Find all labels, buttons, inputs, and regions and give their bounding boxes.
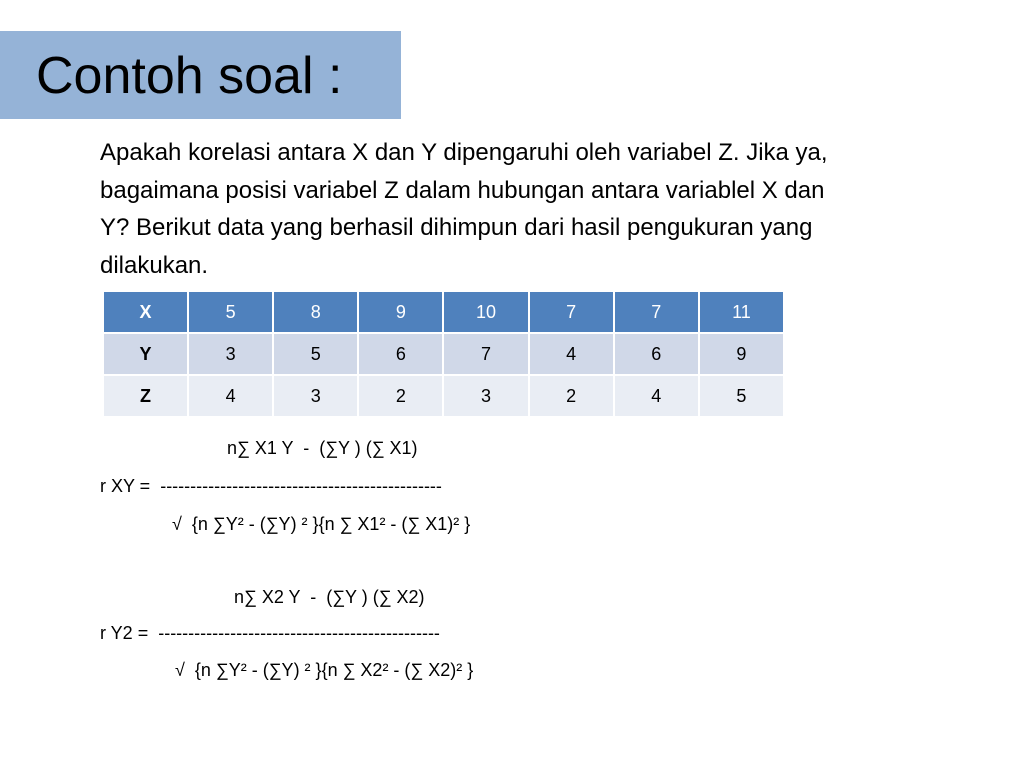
table-cell: 5: [699, 375, 784, 417]
table-cell: 5: [273, 333, 358, 375]
table-cell: 7: [443, 333, 528, 375]
paragraph-line: bagaimana posisi variabel Z dalam hubungan antara variablel X dan: [100, 176, 825, 204]
table-row-z: [103, 375, 784, 417]
table-cell: 7: [614, 291, 699, 333]
table-cell: 6: [358, 333, 443, 375]
row-label: Z: [103, 375, 188, 417]
table-row-y: [103, 333, 784, 375]
data-table: [102, 290, 785, 418]
table-cell: 7: [529, 291, 614, 333]
formula-xy-numerator: n∑ X1 Y - (∑Y ) (∑ X1): [227, 438, 418, 458]
formula-xy-label: r XY = -----------------------------------------------: [100, 476, 442, 496]
paragraph-line: dilakukan.: [100, 251, 209, 279]
question-paragraph: [100, 134, 980, 284]
table-cell: 8: [273, 291, 358, 333]
slide-title: Contoh soal :: [36, 47, 343, 105]
paragraph-line: Y? Berikut data yang berhasil dihimpun dari hasil pengukuran yang: [100, 214, 813, 241]
table-cell: 3: [188, 333, 273, 375]
table-cell: 9: [358, 291, 443, 333]
paragraph-line: Apakah korelasi antara X dan Y dipengaruhi oleh variabel Z. Jika ya,: [100, 139, 828, 166]
table-cell: 3: [273, 375, 358, 417]
table-row-x: [103, 291, 784, 333]
row-label: X: [103, 291, 188, 333]
table-cell: 5: [188, 291, 273, 333]
table-cell: 4: [188, 375, 273, 417]
table-cell: 2: [358, 375, 443, 417]
table-cell: 2: [529, 375, 614, 417]
table-cell: 10: [443, 291, 528, 333]
table-cell: 4: [614, 375, 699, 417]
formula-y2-denominator: √ {n ∑Y² - (∑Y) ² }{n ∑ X2² - (∑ X2)² }: [175, 660, 474, 680]
table-cell: 6: [614, 333, 699, 375]
table-cell: 9: [699, 333, 784, 375]
formula-xy-denominator: √ {n ∑Y² - (∑Y) ² }{n ∑ X1² - (∑ X1)² }: [172, 514, 471, 534]
table-cell: 11: [699, 291, 784, 333]
table-cell: 4: [529, 333, 614, 375]
table-cell: 3: [443, 375, 528, 417]
formula-y2-numerator: n∑ X2 Y - (∑Y ) (∑ X2): [234, 587, 425, 607]
formula-y2-label: r Y2 = -----------------------------------------------: [100, 623, 440, 643]
row-label: Y: [103, 333, 188, 375]
